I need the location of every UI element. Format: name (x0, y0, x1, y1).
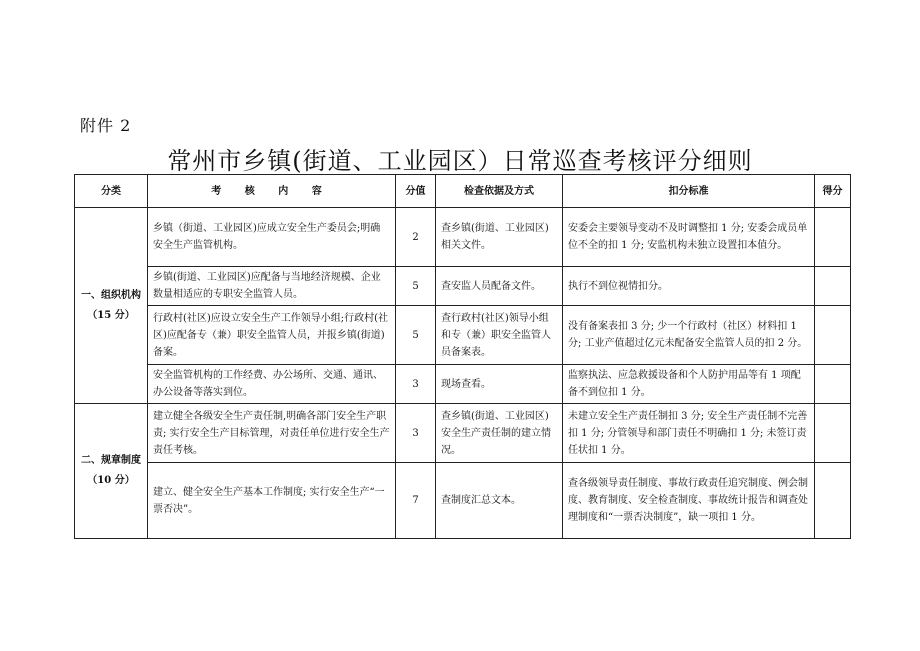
score-cell[interactable] (815, 306, 851, 365)
table-row (75, 463, 851, 539)
deduction-cell: 未建立安全生产责任制扣 3 分; 安全生产责任制不完善扣 1 分; 分管领导和部门责任不明确扣 1 分; 未签订责任状扣 1 分。 (563, 404, 815, 463)
content-cell: 乡镇（街道、工业园区)应成立安全生产委员会;明确安全生产监管机构。 (148, 208, 396, 267)
header-category: 分类 (75, 175, 148, 208)
score-cell[interactable] (815, 463, 851, 539)
content-cell: 建立、健全安全生产基本工作制度; 实行安全生产“一票否决”。 (148, 463, 396, 539)
category-points: （15 分） (87, 309, 135, 321)
points-cell: 3 (396, 365, 436, 404)
table-row (75, 404, 851, 463)
points-cell: 7 (396, 463, 436, 539)
content-cell: 安全监管机构的工作经费、办公场所、交通、通讯、办公设备等落实到位。 (148, 365, 396, 404)
points-cell: 5 (396, 306, 436, 365)
content-cell: 行政村(社区)应设立安全生产工作领导小组;行政村(社区)应配备专（兼）职安全监管人员，并报乡镇(街道)备案。 (148, 306, 396, 365)
table-header-row (75, 175, 851, 208)
method-cell: 查乡镇(街道、工业园区)安全生产责任制的建立情况。 (436, 404, 563, 463)
method-cell: 现场查看。 (436, 365, 563, 404)
method-cell: 查行政村(社区)领导小组和专（兼）职安全监管人员备案表。 (436, 306, 563, 365)
category-name: 二、规章制度 (81, 455, 141, 466)
table-row (75, 267, 851, 306)
content-cell: 建立健全各级安全生产责任制,明确各部门安全生产职责; 实行安全生产目标管理，对责任单位进行安全生产责任考核。 (148, 404, 396, 463)
score-cell[interactable] (815, 267, 851, 306)
header-deduction: 扣分标准 (563, 175, 815, 208)
category-cell (75, 208, 148, 404)
deduction-cell: 执行不到位视情扣分。 (563, 267, 815, 306)
deduction-cell: 安委会主要领导变动不及时调整扣 1 分; 安委会成员单位不全的扣 1 分; 安监机构未独立设置扣本值分。 (563, 208, 815, 267)
deduction-cell: 没有备案表扣 3 分; 少一个行政村（社区）材料扣 1 分; 工业产值超过亿元未配备安全监管人员的扣 2 分。 (563, 306, 815, 365)
method-cell: 查安监人员配备文件。 (436, 267, 563, 306)
document-title: 常州市乡镇(街道、工业园区）日常巡查考核评分细则 (167, 147, 753, 175)
header-method: 检查依据及方式 (436, 175, 563, 208)
header-content: 考 核 内 容 (148, 175, 396, 208)
category-name: 一、组织机构 (81, 289, 141, 301)
scoring-table (74, 174, 851, 539)
content-cell: 乡镇(街道、工业园区)应配备与当地经济规模、企业数量相适应的专职安全监管人员。 (148, 267, 396, 306)
table-row (75, 208, 851, 267)
method-cell: 查乡镇(街道、工业园区)相关文件。 (436, 208, 563, 267)
score-cell[interactable] (815, 404, 851, 463)
points-cell: 2 (396, 208, 436, 267)
category-cell (75, 404, 148, 539)
header-score: 得分 (815, 175, 851, 208)
table-row (75, 306, 851, 365)
attachment-label: 附件 2 (80, 116, 132, 135)
score-cell[interactable] (815, 208, 851, 267)
header-points: 分值 (396, 175, 436, 208)
points-cell: 5 (396, 267, 436, 306)
table-row (75, 365, 851, 404)
category-points: （10 分） (87, 475, 135, 486)
points-cell: 3 (396, 404, 436, 463)
deduction-cell: 监察执法、应急救援设备和个人防护用品等有 1 项配备不到位扣 1 分。 (563, 365, 815, 404)
method-cell: 查制度汇总文本。 (436, 463, 563, 539)
deduction-cell: 查各级领导责任制度、事故行政责任追究制度、例会制度、教育制度、安全检查制度、事故统计报告和调查处理制度和“一票否决制度”，缺一项扣 1 分。 (563, 463, 815, 539)
score-cell[interactable] (815, 365, 851, 404)
